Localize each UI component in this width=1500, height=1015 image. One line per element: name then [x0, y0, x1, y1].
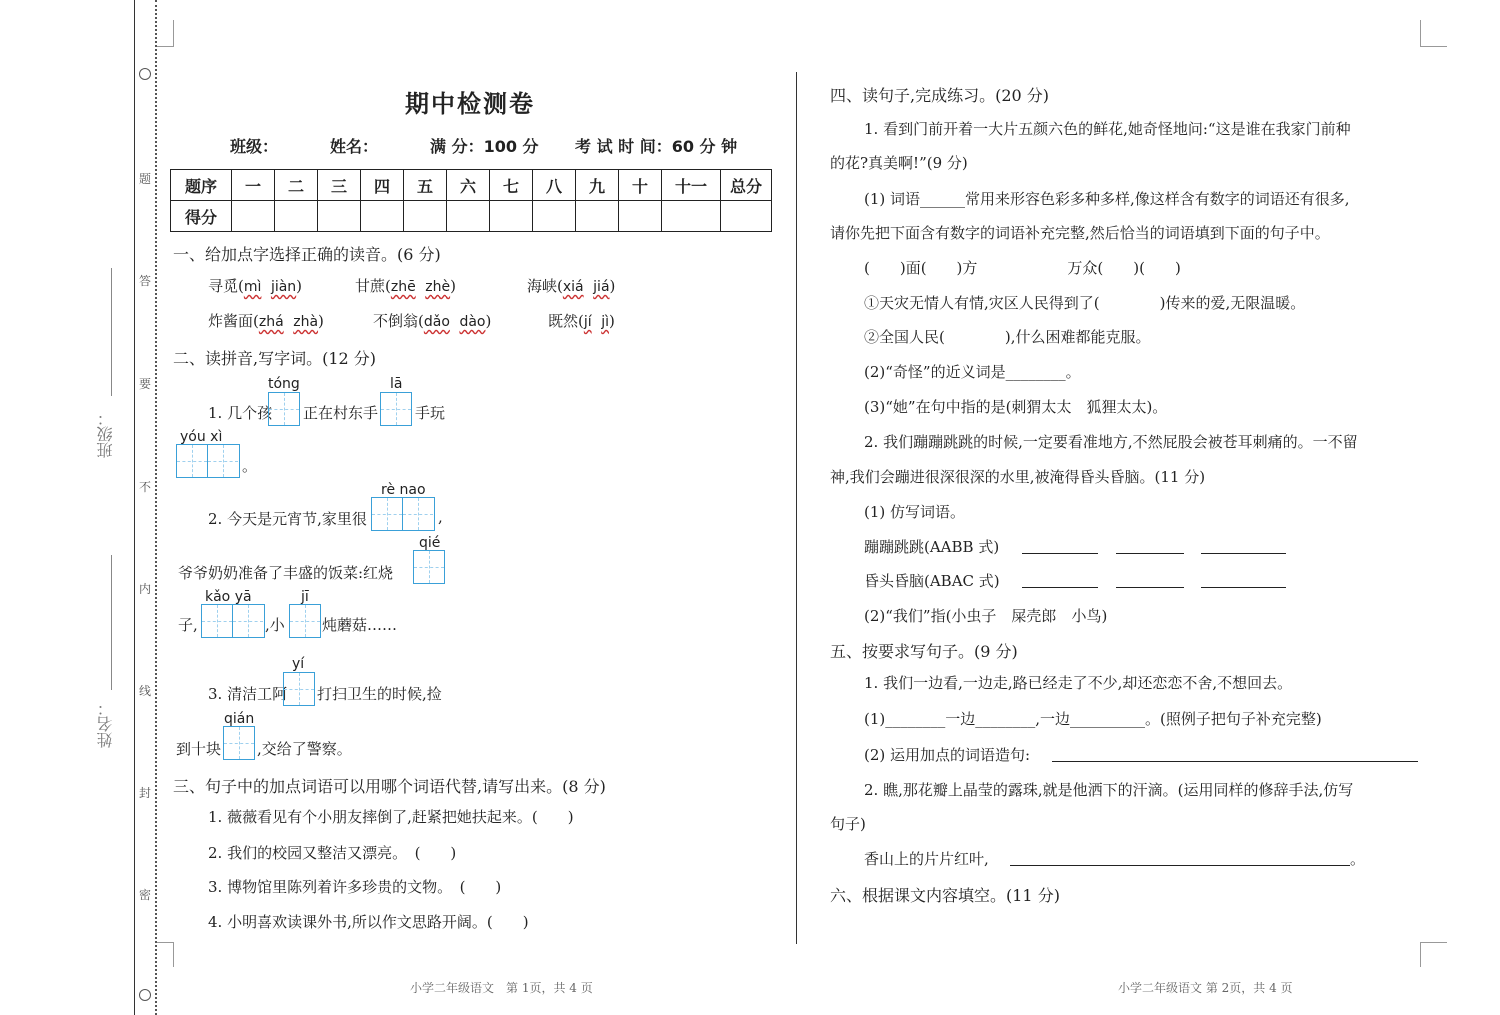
s2-text: 到十块 — [176, 740, 222, 758]
s2-text: 1. 几个孩 — [208, 404, 273, 422]
s2-text: 正在村东手 — [303, 404, 379, 422]
s4-text: 1. 看到门前开着一大片五颜六色的鲜花,她奇怪地问:“这是谁在我家门前种 — [864, 120, 1351, 138]
table-header-cell: 九 — [576, 170, 619, 201]
s2-text: 爷爷奶奶准备了丰盛的饭菜:红烧 — [178, 564, 394, 582]
page-title: 期中检测卷 — [405, 89, 535, 118]
s2-text: , — [438, 508, 443, 526]
s3-question: 1. 薇薇看见有个小朋友摔倒了,赶紧把她扶起来。( ) — [208, 808, 574, 826]
write-grid[interactable] — [371, 497, 435, 531]
pinyin-hint: tóng — [268, 376, 300, 392]
s1-word: 甘蔗( — [355, 277, 391, 295]
table-header-cell: 十一 — [662, 170, 721, 201]
pinyin-hint: rè nao — [381, 482, 426, 498]
binding-char-5: 内 — [138, 582, 151, 596]
aabb-label: 蹦蹦跳跳(AABB 式) — [864, 538, 1000, 556]
binding-char-4: 不 — [138, 480, 151, 494]
pinyin-hint: jī — [301, 589, 309, 605]
s1-word: 炸酱面( — [208, 312, 259, 330]
write-grid[interactable] — [268, 392, 300, 426]
s2-text: 子, — [178, 616, 198, 634]
s4-text: (1) 词语______常用来形容色彩多种多样,像这样含有数字的词语还有很多, — [864, 190, 1350, 208]
info-class-label: 班级： — [230, 137, 279, 156]
binding-circle-bottom — [139, 989, 151, 1001]
pinyin-hint: yóu xì — [180, 429, 223, 445]
s1-word: 既然( — [548, 312, 584, 330]
s5-text: 句子) — [830, 815, 866, 833]
s4-text: ②全国人民( ),什么困难都能克服。 — [864, 328, 1151, 346]
write-grid[interactable] — [176, 444, 240, 478]
class-side-blank[interactable] — [111, 268, 112, 396]
corner-mark — [1420, 20, 1447, 47]
s5-text: (1)________一边________,一边__________。(照例子把句子补充完整) — [864, 710, 1322, 728]
s1-close: ) — [450, 277, 456, 295]
pinyin-hint: kǎo yā — [205, 589, 252, 605]
s2-text: ,交给了警察。 — [257, 740, 352, 758]
score-cell[interactable] — [490, 201, 533, 232]
section-4-title: 四、读句子,完成练习。(20 分) — [830, 86, 1050, 105]
binding-char-7: 封 — [138, 786, 151, 800]
section-3-title: 三、句子中的加点词语可以用哪个词语代替,请写出来。(8 分) — [173, 777, 606, 796]
section-2-title: 二、读拼音,写字词。(12 分) — [173, 349, 377, 368]
page-divider — [796, 72, 797, 944]
score-cell[interactable] — [576, 201, 619, 232]
page-footer: 小学二年级语文 第 2页，共 4 页 — [1118, 981, 1293, 995]
s2-text: 2. 今天是元宵节,家里很 — [208, 510, 367, 528]
s4-blanks: ( )面( )方 万众( )( ) — [864, 259, 1181, 277]
s1-item — [548, 310, 615, 331]
score-cell[interactable] — [361, 201, 404, 232]
pinyin-option[interactable]: jì — [601, 314, 609, 330]
table-header-cell: 五 — [404, 170, 447, 201]
s1-close: ) — [485, 312, 492, 330]
s2-text: 手玩 — [415, 404, 446, 422]
s1-close: ) — [608, 312, 615, 330]
write-grid[interactable] — [283, 672, 315, 706]
s1-item — [208, 310, 324, 331]
score-cell[interactable] — [232, 201, 275, 232]
s3-question: 2. 我们的校园又整洁又漂亮。 ( ) — [208, 844, 457, 862]
answer-line[interactable] — [1022, 553, 1098, 554]
score-table — [170, 169, 772, 232]
corner-mark — [157, 942, 174, 967]
score-cell[interactable] — [404, 201, 447, 232]
s2-text: 。 — [242, 457, 258, 475]
table-header-cell: 一 — [232, 170, 275, 201]
binding-line — [134, 0, 135, 1015]
table-header-cell: 六 — [447, 170, 490, 201]
table-header-cell: 总分 — [721, 170, 772, 201]
pinyin-option[interactable]: zhá — [258, 314, 284, 330]
binding-char-1: 题 — [138, 172, 151, 186]
table-row-label: 得分 — [171, 201, 232, 232]
s4-text: 的花?真美啊!”(9 分) — [830, 154, 968, 172]
pinyin-option[interactable]: zhà — [293, 314, 319, 330]
s1-close: ) — [609, 277, 616, 295]
abac-label: 昏头昏脑(ABAC 式) — [864, 572, 1000, 590]
class-side-label: 班级： — [96, 410, 115, 458]
info-full-score: 满 分：100 分 — [430, 137, 539, 156]
answer-line[interactable] — [1201, 587, 1286, 588]
s1-item — [208, 275, 302, 296]
answer-line[interactable] — [1052, 761, 1418, 762]
table-header-cell: 三 — [318, 170, 361, 201]
answer-line[interactable] — [1010, 865, 1350, 866]
s3-question: 3. 博物馆里陈列着许多珍贵的文物。 ( ) — [208, 878, 502, 896]
score-cell[interactable] — [721, 201, 772, 232]
s4-text: (3)“她”在句中指的是(刺猬太太 狐狸太太)。 — [864, 398, 1168, 416]
s5-text: 香山上的片片红叶, — [864, 850, 989, 868]
score-table-score-row — [171, 201, 772, 232]
pinyin-hint: yí — [292, 656, 305, 672]
name-side-blank[interactable] — [111, 555, 112, 690]
answer-line[interactable] — [1116, 553, 1184, 554]
table-header-cell: 八 — [533, 170, 576, 201]
pinyin-hint: lā — [390, 376, 403, 392]
s1-item — [355, 275, 456, 296]
section-5-title: 五、按要求写句子。(9 分) — [830, 642, 1018, 661]
score-cell[interactable] — [318, 201, 361, 232]
s4-text: (2)“我们”指(小虫子 屎壳郎 小鸟) — [864, 607, 1108, 625]
s1-close: ) — [318, 312, 324, 330]
pinyin-option[interactable]: zhè — [425, 279, 451, 295]
pinyin-option[interactable]: xiá — [562, 279, 584, 295]
name-side-label: 姓名： — [96, 700, 115, 748]
s4-text: (1) 仿写词语。 — [864, 503, 966, 521]
pinyin-option[interactable]: dǎo — [423, 314, 450, 330]
s2-text: 炖蘑菇…… — [322, 616, 398, 634]
s1-item — [527, 275, 615, 296]
binding-circle-top — [139, 68, 151, 80]
answer-line[interactable] — [1022, 587, 1098, 588]
write-grid[interactable] — [289, 604, 321, 638]
write-grid[interactable] — [201, 604, 265, 638]
s3-question: 4. 小明喜欢读课外书,所以作文思路开阔。( ) — [208, 913, 529, 931]
score-cell[interactable] — [662, 201, 721, 232]
table-header-cell: 七 — [490, 170, 533, 201]
table-header-cell: 四 — [361, 170, 404, 201]
page-footer: 小学二年级语文 第 1页，共 4 页 — [410, 981, 593, 995]
pinyin-option[interactable]: dào — [459, 314, 486, 330]
binding-char-6: 线 — [138, 684, 151, 698]
pinyin-option[interactable]: zhē — [390, 279, 416, 295]
s1-word: 不倒翁( — [373, 312, 424, 330]
pinyin-hint: qián — [224, 711, 255, 727]
s2-text: 打扫卫生的时候,捡 — [317, 685, 442, 703]
pinyin-option[interactable]: jiàn — [270, 279, 297, 295]
s4-text: ①天灾无情人有情,灾区人民得到了( )传来的爱,无限温暖。 — [864, 294, 1306, 312]
info-name-label: 姓名： — [330, 137, 379, 156]
s4-text: 请你先把下面含有数字的词语补充完整,然后恰当的词语填到下面的句子中。 — [830, 224, 1330, 242]
answer-line[interactable] — [1201, 553, 1286, 554]
write-grid[interactable] — [380, 392, 412, 426]
s1-item — [373, 310, 491, 331]
s4-text: 2. 我们蹦蹦跳跳的时候,一定要看准地方,不然屁股会被苍耳刺痛的。一不留 — [864, 433, 1358, 451]
s4-text: (2)“奇怪”的近义词是________。 — [864, 363, 1081, 381]
pinyin-option[interactable]: jí — [583, 314, 592, 330]
section-6-title: 六、根据课文内容填空。(11 分) — [830, 886, 1060, 905]
s1-word: 海峡( — [527, 277, 563, 295]
score-cell[interactable] — [619, 201, 662, 232]
s2-text: ,小 — [265, 616, 285, 634]
s4-text: 神,我们会蹦进很深很深的水里,被淹得昏头昏脑。(11 分) — [830, 468, 1206, 486]
table-header-cell: 题序 — [171, 170, 232, 201]
s5-text: 。 — [1350, 850, 1366, 868]
table-header-cell: 二 — [275, 170, 318, 201]
answer-line[interactable] — [1116, 587, 1184, 588]
s5-text: 2. 瞧,那花瓣上晶莹的露珠,就是他洒下的汗滴。(运用同样的修辞手法,仿写 — [864, 781, 1354, 799]
binding-char-2: 答 — [138, 274, 151, 288]
score-table-header-row — [171, 170, 772, 201]
s1-word: 寻觅( — [208, 277, 244, 295]
binding-char-3: 要 — [138, 377, 151, 391]
section-1-title: 一、给加点字选择正确的读音。(6 分) — [173, 245, 441, 264]
s5-text: 1. 我们一边看,一边走,路已经走了不少,却还恋恋不舍,不想回去。 — [864, 674, 1293, 692]
pinyin-option[interactable]: jiá — [593, 279, 610, 295]
score-cell[interactable] — [275, 201, 318, 232]
pinyin-option[interactable]: mì — [243, 279, 262, 295]
binding-dotted-line — [155, 0, 157, 1015]
score-cell[interactable] — [447, 201, 490, 232]
write-grid[interactable] — [413, 550, 445, 584]
pinyin-hint: qié — [419, 535, 441, 551]
binding-char-8: 密 — [138, 888, 151, 902]
corner-mark — [1420, 942, 1447, 967]
write-grid[interactable] — [223, 726, 255, 760]
s1-close: ) — [296, 277, 303, 295]
corner-mark — [157, 20, 174, 47]
s2-text: 3. 清洁工阿 — [208, 685, 288, 703]
info-exam-time: 考 试 时 间：60 分 钟 — [575, 137, 738, 156]
score-cell[interactable] — [533, 201, 576, 232]
table-header-cell: 十 — [619, 170, 662, 201]
s5-text: (2) 运用加点的词语造句: — [864, 746, 1031, 764]
